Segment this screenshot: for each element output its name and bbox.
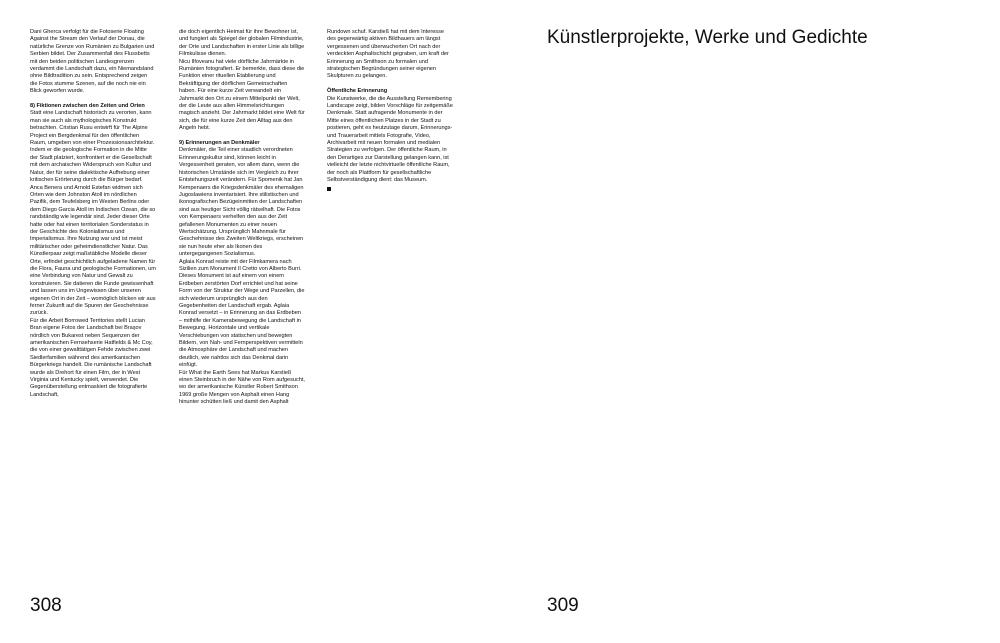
section-heading-9: 9) Erinnerungen an Denkmäler bbox=[179, 140, 260, 147]
end-of-text-mark bbox=[327, 187, 331, 191]
paragraph: Für What the Earth Sees hat Markus Karstieß einen Steinbruch in der Nähe von Rom aufgesucht, wo der amerikanische Künstler Robert Smithson 1969 große Mengen von Asphalt einen Hang hinunter schütten ließ und damit den Asphalt bbox=[179, 369, 305, 406]
paragraph: Denkmäler, die Teil einer staatlich verordneten Erinnerungskultur sind, können leicht in Vergessenheit geraten, vor allem dann, wenn die historischen Umstände sich im Vergleich zu ihrer Entstehungszeit verändern. Für Spomenik hat Jan Kempenaers die Kriegsdenkmäler des ehemaligen Jugoslawiens inventarisiert. Ihre stilistischen und ikonografischen Bezügeinmitten der Landschaften sind aus heutiger Sicht völlig rätselhaft. Die Fotos von Kempenaers verhelfen den aus der Zeit gefallenen Monumenten zu einer neuen Wertschätzung. Ursprünglich Mahnmale für Geschehnisse des Zweiten Weltkriegs, erscheinen sie nun heute eher als Ikonen des untergegangenen Sozialismus. bbox=[179, 147, 304, 258]
paragraph: Aglaia Konrad reiste mit der Filmkamera nach Sizilien zum Monument Il Cretto von Alberto Burri. Dieses Monument ist auf einem von einem Erdbeben zerstörten Dorf errichtet und hat seine Form von der Struktur der Wege und Parzellen, die sich wiederum ursprünglich aus den Gegebenheiten der Landschaft ergab. Aglaia Konrad versetzt – in Erinnerung an das Erdbeben – mithilfe der Kamerabewegung die Landschaft in Bewegung. Horizontale und vertikale Verschiebungen von statischen und bewegten Bildern, von Nah- und Fernperspektiven vermitteln die Atmosphäre der Landschaft und machen deutlich, wie nahtlos sich das Denkmal darin einfügt. bbox=[179, 258, 305, 369]
paragraph: Für die Arbeit Borrowed Territories stellt Lucian Bran eigene Fotos der Landschaft bei Brașov nördlich von Bukarest neben Sequenzen der amerikanischen Fernsehserie Hatfields & Mc Coy, die von einer gewalttätigen Fehde zwischen zwei Siedlerfamilien während des amerikanischen Bürgerkriegs handelt. Die rumänische Landschaft wurde als Drehort für einen Film, der in West Virginia und Kentucky spielt, verwendet. Die Gegenüberstellung entmaskiert die fotografierte Landschaft, bbox=[30, 317, 153, 398]
paragraph: Anca Benera und Arnold Estefan widmen sich Orten wie dem Johnston Atoll im nördlichen Pazifik, dem Teufelsberg im Westen Berlins oder dem Diego Garcia Atoll im Indischen Ozean, die so randständig wie legendär sind. Jeder dieser Orte hatte oder hat einen territorialen Sonderstatus in der Geschichte des Kolonialismus und Imperialismus. Ihre Nutzung war und ist meist militärischer oder geheimdienstlicher Natur. Das Künstlerpaar zeigt maßstäbliche Modelle dieser Orte, erfindet geschichtlich aufgeladene Namen für die Flora, Fauna und geologische Formationen, um eine Verbindung von Natur und Gewalt zu konstruieren. Sie datieren die Funde gewissenhaft und lassen uns im Ungewissen über unseren eigenen Ort in der Zeit – womöglich blicken wir aus ferner Zukunft auf die Spuren der Geschehnisse zurück. bbox=[30, 184, 156, 317]
page-number-left: 308 bbox=[30, 595, 62, 616]
page-number-right: 309 bbox=[547, 595, 579, 616]
paragraph: Dani Gherca verfolgt für die Fotoserie Floating Against the Stream den Verlauf der Donau, die natürliche Grenze von Rumänien zu Bulgarien und Serbien bildet. Der Zusammenfall des Flussbetts mit den beiden politischen Landesgrenzen verdammt die Landschaft dazu, ein Niemandsland ohne Bildtradition zu sein. Entsprechend zeigen die Fotos stumme Szenen, auf die noch nie ein Blick geworfen wurde. bbox=[30, 29, 155, 95]
text-column-3 bbox=[327, 29, 453, 194]
section-heading-8: 8) Fiktionen zwischen den Zeiten und Orten bbox=[30, 103, 145, 110]
paragraph: Statt eine Landschaft historisch zu verorten, kann man sie auch als mythologisches Konstrukt betrachten. Cristian Rusu entwirft für The Alpine Project ein Bergdenkmal für den öffentlichen Raum, umgeben von einer Prozessionsarchitektur. Indem er die geologische Formation in die Mitte der Stadt platziert, konfrontiert er die Gesellschaft mit dem archaischen Widerspruch von Kultur und Natur, der für seine dialektische Aufhebung einer kritischen Erörterung durch die Bürger bedarf. bbox=[30, 110, 155, 184]
section-heading-public-memory: Öffentliche Erinnerung bbox=[327, 88, 388, 95]
text-column-2 bbox=[179, 29, 305, 407]
paragraph: Nicu Ilfoveanu hat viele dörfliche Jahrmärkte in Rumänien fotografiert. Er bemerkte, dass diese die Funktion einer rituellen Etablierung und Bekräftigung der dörflichen Gemeinschaften haben. Für eine kurze Zeit verwandelt ein Jahrmarkt den Ort zu einem Mittelpunkt der Welt, der die Leute aus allen Himmelsrichtungen magisch anzieht. Der Jahrmarkt bildet eine Welt für sich, die für eine kurze Zeit den Alltag aus den Angeln hebt. bbox=[179, 58, 305, 132]
page-title: Künstlerprojekte, Werke und Gedichte bbox=[547, 27, 868, 48]
paragraph: Rundown schuf. Karstieß hat mit dem Interesse des gegenwärtig aktiven Bildhauers am längst vergessenen und überwucherten Ort nach der verdeckten Asphaltschicht gegraben, um kraft der Erinnerung an Smithson zu formalen und strategischen Begründungen seiner eigenen Skulpturen zu gelangen. bbox=[327, 29, 449, 80]
paragraph: Die Kunstwerke, die die Ausstellung Remembering Landscape zeigt, bilden Vorschläge für zeitgemäße Denkmale. Statt aufragende Monumente in der Mitte eines öffentlichen Platzes in der Stadt zu postieren, geht es heutzutage darum, Erinnerungs- und Trauerarbeit mittels Fotografie, Video, Archivarbeit mit neuen formalen und medialen Strategien zu verfolgen. Der öffentliche Raum, in den Derartiges zur Darstellung gelangen kann, ist vielleicht der letzte nichtvirtuelle öffentliche Raum, der noch als Plattform für gesellschaftliche Selbstverständigung dient: das Museum. bbox=[327, 95, 453, 184]
text-column-1 bbox=[30, 29, 156, 399]
paragraph: die doch eigentlich Heimat für ihre Bewohner ist, und fungiert als Spiegel der globalen Filmindustrie, der Orte und Landschaften in erster Linie als billige Filmkulisse dienen. bbox=[179, 29, 305, 58]
